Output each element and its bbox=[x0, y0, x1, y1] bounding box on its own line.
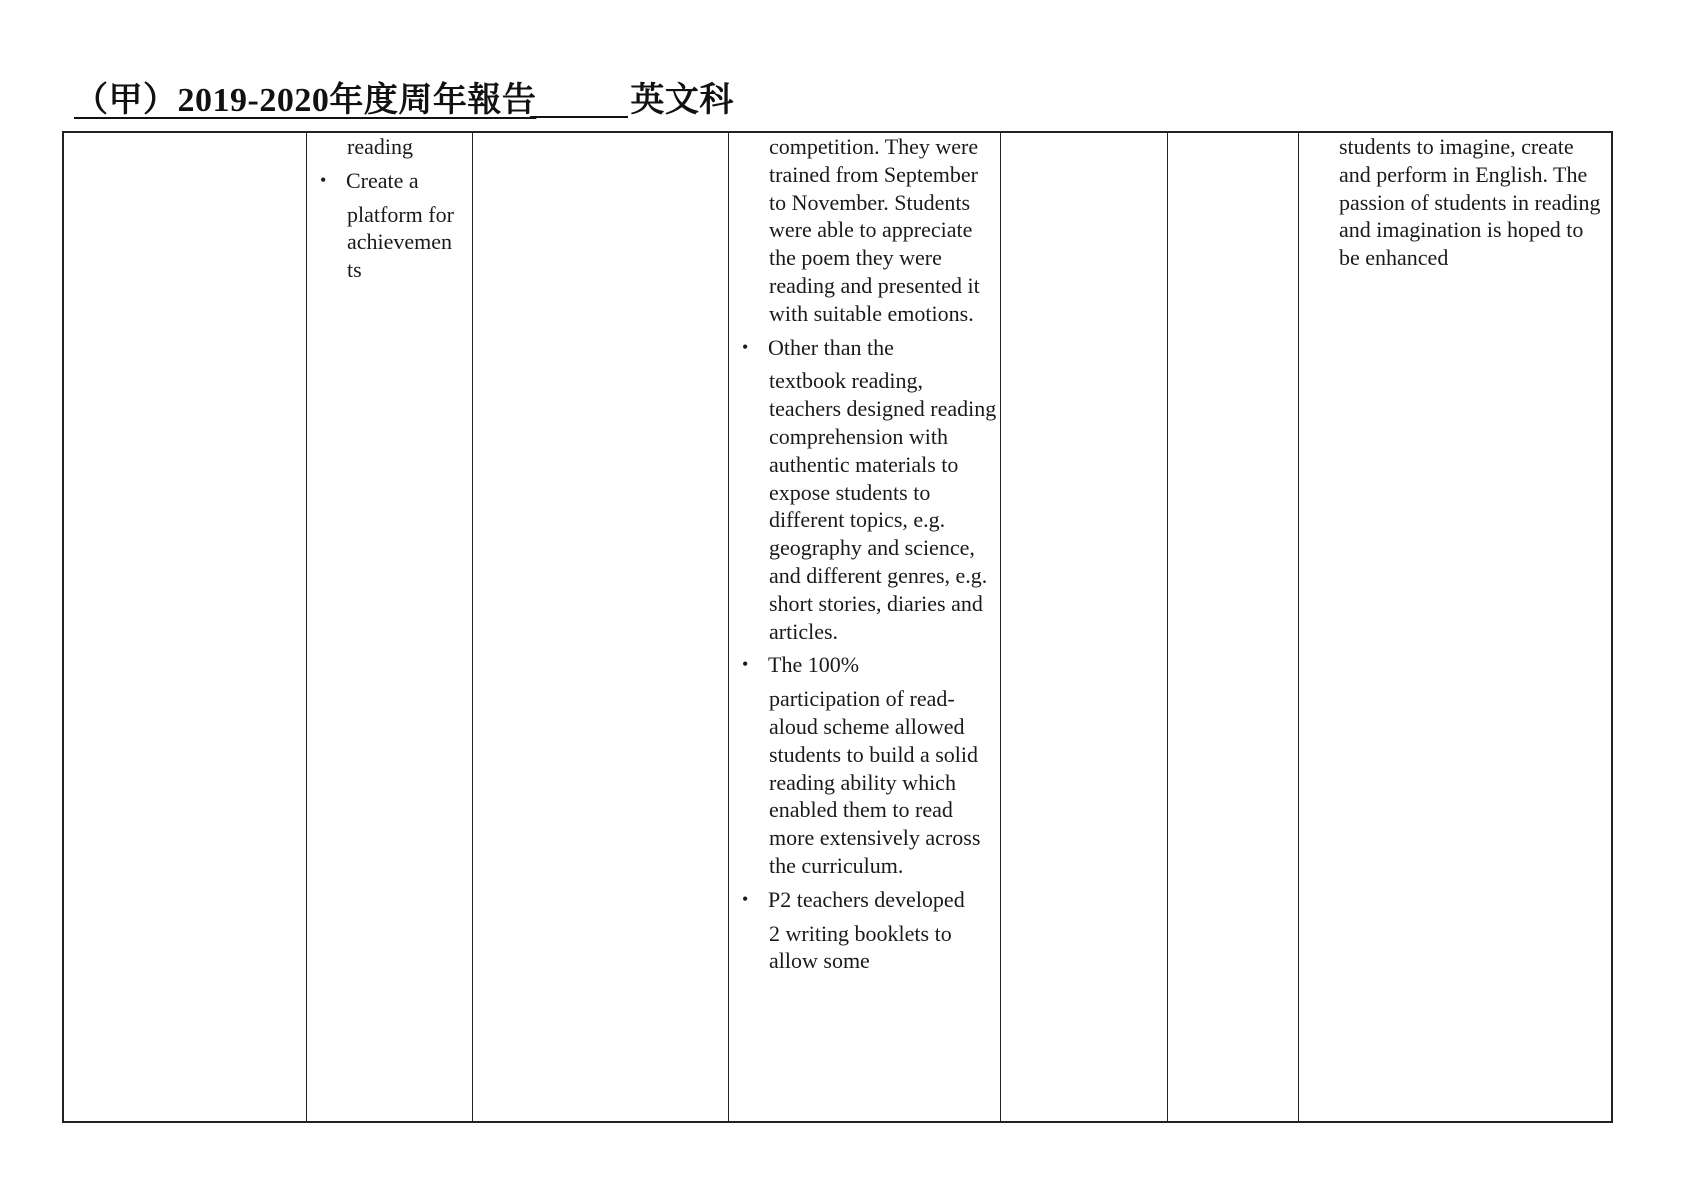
report-table bbox=[62, 131, 1613, 1123]
bullet-text: textbook reading, teachers designed reading comprehension with authentic materials to expose students to different topics, e.g. geography and science, and different genres, e.g. short stories, diaries and articles. bbox=[769, 368, 997, 644]
list-item bbox=[320, 167, 467, 284]
table-column-4 bbox=[729, 133, 1001, 1121]
page-title bbox=[74, 84, 734, 118]
bullet-list bbox=[320, 167, 467, 284]
table-column-2 bbox=[307, 133, 473, 1121]
bullet-icon: • bbox=[742, 654, 749, 675]
bullet-list bbox=[742, 334, 997, 976]
bullet-icon: • bbox=[320, 169, 327, 190]
bullet-icon: • bbox=[742, 336, 749, 357]
bullet-text: participation of read-aloud scheme allowed students to build a solid reading ability which enabled them to read more extensively across the curriculum. bbox=[769, 686, 981, 878]
subject-title: 英文科 bbox=[630, 82, 734, 119]
table-column-5 bbox=[1001, 133, 1168, 1121]
bullet-text: 2 writing booklets to allow some bbox=[769, 920, 952, 974]
bullet-first-line: Other than the bbox=[768, 334, 894, 360]
bullet-first-line: P2 teachers developed bbox=[768, 886, 965, 912]
column-7-content bbox=[1339, 133, 1601, 272]
report-title: （甲）2019-2020年度周年報告 bbox=[74, 82, 537, 119]
table-column-3 bbox=[473, 133, 729, 1121]
bullet-text: platform for achievements bbox=[347, 201, 454, 283]
column-4-content bbox=[742, 133, 997, 975]
list-item bbox=[742, 651, 997, 879]
column-2-content bbox=[320, 133, 467, 284]
continued-text: students to imagine, create and perform in English. The passion of students in reading and imagination is hoped to be enhanced bbox=[1339, 134, 1601, 271]
title-underline-gap bbox=[530, 115, 628, 118]
table-column-1 bbox=[64, 133, 307, 1121]
table-column-6 bbox=[1168, 133, 1299, 1121]
bullet-icon: • bbox=[742, 888, 749, 909]
table-column-7 bbox=[1299, 133, 1611, 1121]
continued-text: reading bbox=[347, 134, 413, 159]
bullet-first-line: The 100% bbox=[768, 652, 860, 678]
list-item bbox=[742, 334, 997, 646]
list-item bbox=[742, 886, 997, 975]
bullet-first-line: Create a bbox=[346, 167, 419, 193]
continued-text: competition. They were trained from September to November. Students were able to appreciate the poem they were reading and presented it with suitable emotions. bbox=[769, 134, 980, 326]
